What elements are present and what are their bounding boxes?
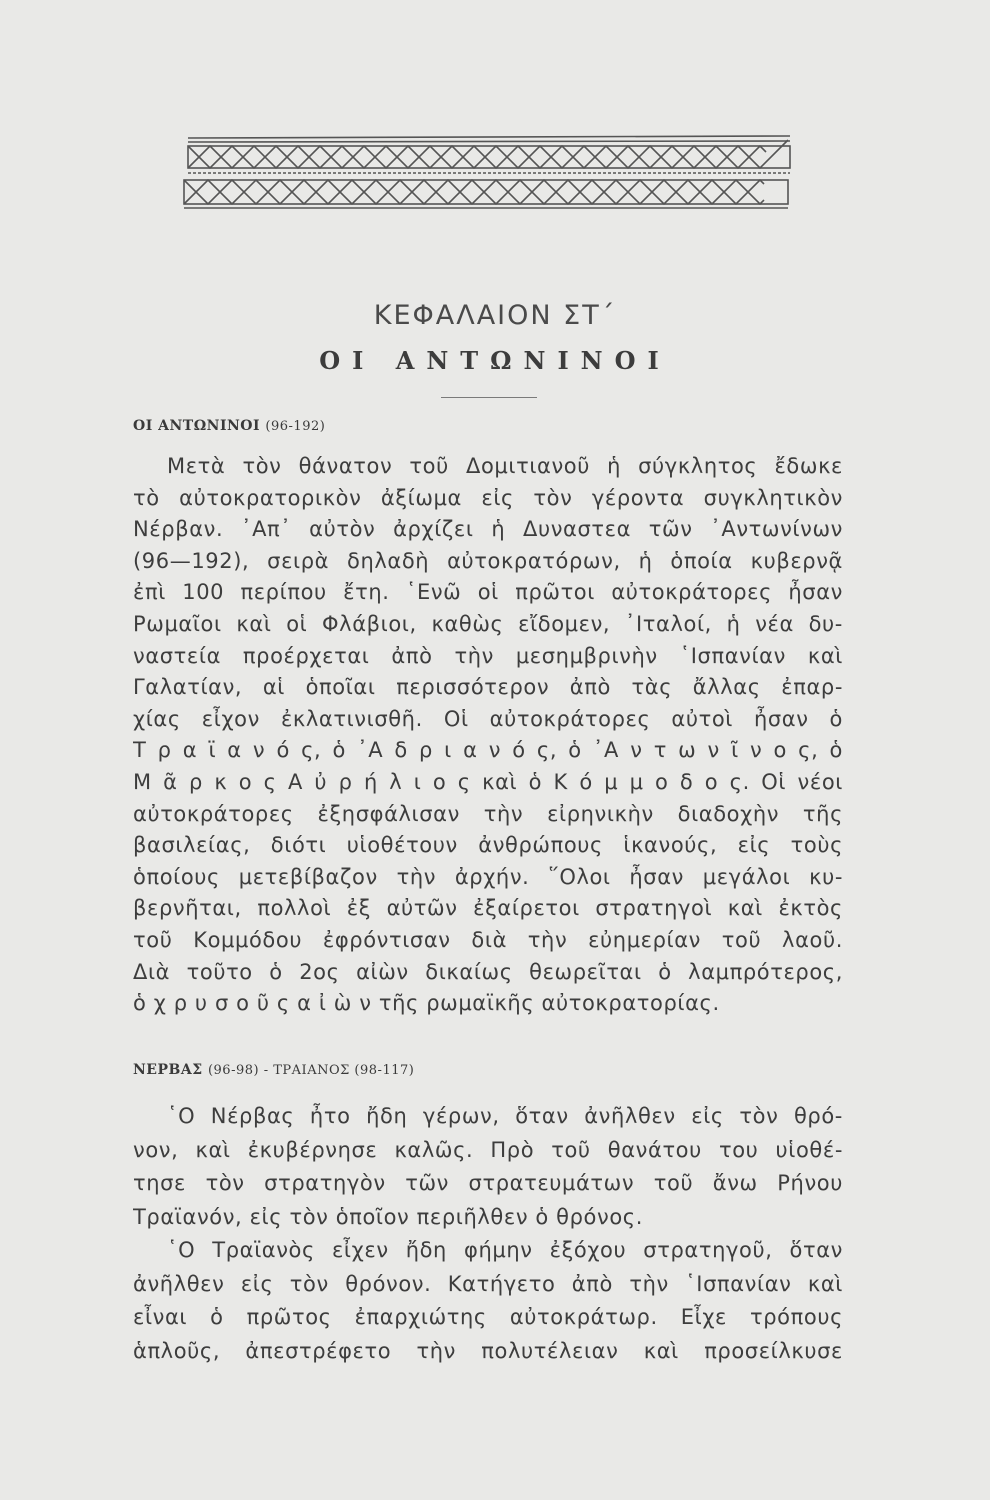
text-line: Γαλατίαν, αἱ ὁποῖαι περισσότερον ἀπὸ τὰς ἄλλας ἐπαρ-: [133, 675, 843, 700]
section-heading-antonines: [133, 418, 325, 434]
text-line: νον, καὶ ἐκυβέρνησε καλῶς. Πρὸ τοῦ θανάτου του υἱοθέ-: [133, 1137, 843, 1162]
text-line: χίας εἶχον ἐκλατινισθῆ. Οἱ αὐτοκράτορες αὐτοὶ ἦσαν ὁ: [133, 706, 843, 731]
section-heading-nerva-trajan: [133, 1062, 414, 1078]
text-line: ὁ χ ρ υ σ ο ῦ ς α ἰ ὼ ν τῆς ρωμαϊκῆς αὐτοκρατορίας.: [133, 991, 720, 1016]
text-line: αὐτοκράτορες ἐξησφάλισαν τὴν εἰρηνικὴν διαδοχὴν τῆς: [133, 801, 843, 826]
chapter-label: ΚΕΦΑΛΑΙΟΝ ΣΤ΄: [373, 300, 617, 331]
section-heading-title: ΝΕΡΒΑΣ: [133, 1062, 203, 1078]
decorative-border-ornament: [182, 132, 794, 210]
text-line: ὁποίους μετεβίβαζον τὴν ἀρχήν. ῞Ολοι ἦσαν μεγάλοι κυ-: [133, 864, 843, 889]
section-heading-years: (96-192): [265, 419, 326, 434]
section-heading-years: (96-98) - ΤΡΑΙΑΝΟΣ (98-117): [207, 1063, 415, 1078]
text-line: ἀνῆλθεν εἰς τὸν θρόνον. Κατήγετο ἀπὸ τὴν ῾Ισπανίαν καὶ: [133, 1271, 843, 1296]
text-line: Νέρβαν. ᾿Απ᾿ αὐτὸν ἀρχίζει ἡ Δυναστεα τῶν ᾿Αντωνίνων: [133, 517, 843, 542]
text-line: ναστεία προέρχεται ἀπὸ τὴν μεσημβρινὴν ῾Ισπανίαν καὶ: [133, 643, 843, 668]
text-line: Διὰ τοῦτο ὁ 2ος αἰὼν δικαίως θεωρεῖται ὁ λαμπρότερος,: [133, 959, 843, 984]
text-line: Μετὰ τὸν θάνατον τοῦ Δομιτιανοῦ ἡ σύγκλητος ἔδωκε: [167, 454, 843, 478]
text-line: βερνῆται, πολλοὶ ἐξ αὐτῶν ἐξαίρετοι στρατηγοὶ καὶ ἐκτὸς: [133, 896, 843, 921]
paragraph-antonines: [133, 451, 843, 1020]
text-line: (96—192), σειρὰ δηλαδὴ αὐτοκρατόρων, ἡ ὁποία κυβερνᾷ: [133, 548, 843, 573]
text-line: εἶναι ὁ πρῶτος ἐπαρχιώτης αὐτοκράτωρ. Εἶχε τρόπους: [133, 1305, 843, 1330]
text-line: τησε τὸν στρατηγὸν τῶν στρατευμάτων τοῦ ἄνω Ρήνου: [133, 1171, 843, 1196]
paragraph-trajan: [133, 1234, 843, 1368]
text-line: Τ ρ α ϊ α ν ό ς, ὁ ᾿Α δ ρ ι α ν ό ς, ὁ ᾿Α ν τ ω ν ῖ ν ο ς, ὁ: [133, 738, 843, 763]
text-line: Μ ᾶ ρ κ ο ς Α ὐ ρ ή λ ι ο ς καὶ ὁ Κ ό μ μ ο δ ο ς. Οἱ νέοι: [133, 769, 843, 794]
title-divider: [441, 397, 537, 398]
paragraph-nerva: [133, 1100, 843, 1234]
text-line: βασιλείας, διότι υἱοθέτουν ἀνθρώπους ἱκανούς, εἰς τοὺς: [133, 833, 843, 858]
chapter-title: ΟΙ ΑΝΤΩΝΙΝΟΙ: [319, 346, 671, 375]
text-line: Τραϊανόν, εἰς τὸν ὁποῖον περιῆλθεν ὁ θρόνος.: [133, 1204, 643, 1229]
section-heading-title: ΟΙ ΑΝΤΩΝΙΝΟΙ: [133, 418, 261, 434]
text-line: Ρωμαῖοι καὶ οἱ Φλάβιοι, καθὼς εἴδομεν, ᾿Ιταλοί, ἡ νέα δυ-: [133, 611, 843, 636]
text-line: ῾Ο Νέρβας ἦτο ἤδη γέρων, ὅταν ἀνῆλθεν εἰς τὸν θρό-: [167, 1104, 843, 1128]
text-line: ἐπὶ 100 περίπου ἔτη. ῾Ενῶ οἱ πρῶτοι αὐτοκράτορες ἦσαν: [133, 580, 843, 605]
text-line: ἁπλοῦς, ἀπεστρέφετο τὴν πολυτέλειαν καὶ προσείλκυσε: [133, 1338, 843, 1363]
text-line: τοῦ Κομμόδου ἐφρόντισαν διὰ τὴν εὐημερίαν τοῦ λαοῦ.: [133, 927, 843, 952]
text-line: τὸ αὐτοκρατορικὸν ἀξίωμα εἰς τὸν γέροντα συγκλητικὸν: [133, 485, 843, 510]
text-line: ῾Ο Τραϊανὸς εἶχεν ἤδη φήμην ἐξόχου στρατηγοῦ, ὅταν: [167, 1238, 843, 1262]
